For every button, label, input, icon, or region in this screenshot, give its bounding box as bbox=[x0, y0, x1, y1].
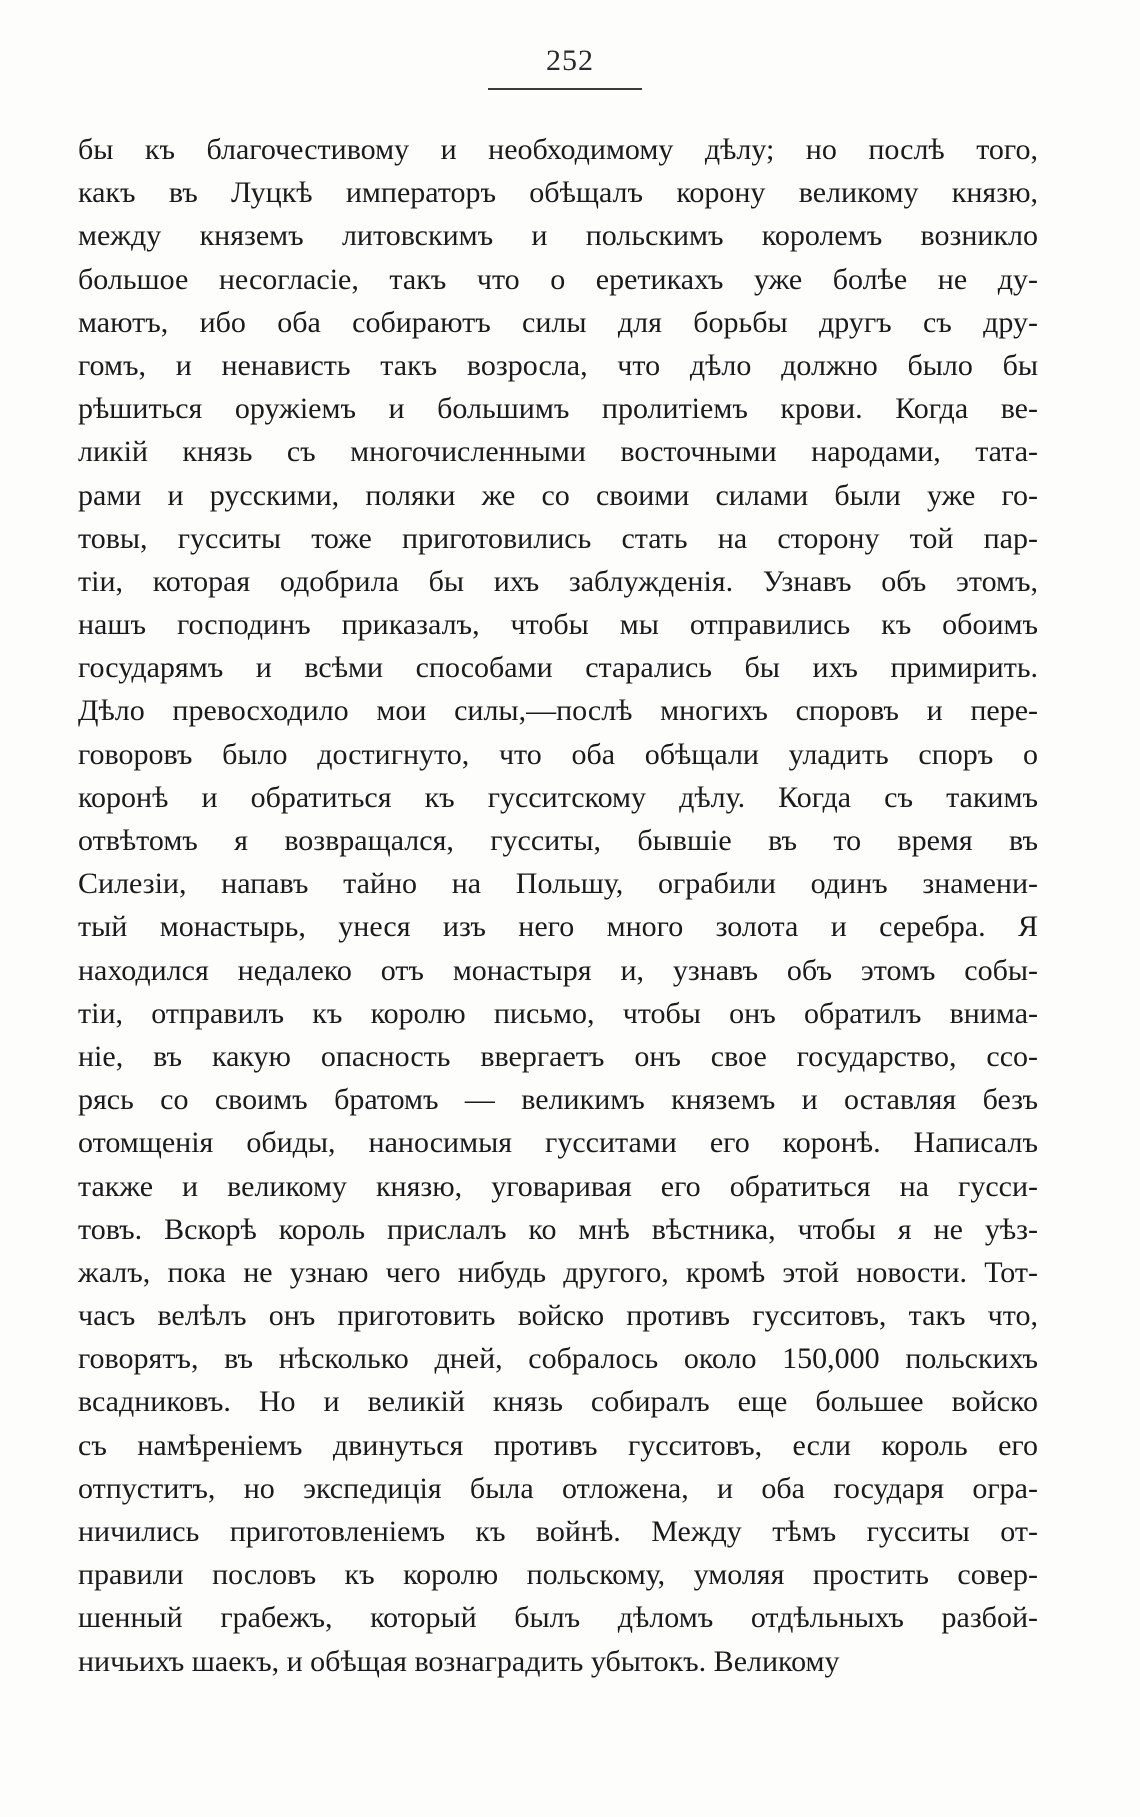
text-line: говорятъ, въ нѣсколько дней, собралось около 150,000 польскихъ bbox=[78, 1342, 1038, 1376]
text-line: отвѣтомъ я возвращался, гусситы, бывшіе въ то время въ bbox=[78, 824, 1038, 857]
text-line: товы, гусситы тоже приготовились стать на сторону той пар- bbox=[78, 521, 1038, 555]
text-line: также и великому князю, уговаривая его обратиться на гусси- bbox=[78, 1169, 1038, 1203]
text-line: говоровъ было достигнуто, что оба обѣщали уладить споръ о bbox=[78, 737, 1038, 771]
text-line: ничились приготовленіемъ къ войнѣ. Между тѣмъ гусситы от- bbox=[78, 1515, 1038, 1548]
text-line: рясь со своимъ братомъ — великимъ княземъ и оставляя безъ bbox=[78, 1083, 1038, 1117]
text-line: отпуститъ, но экспедиція была отложена, и оба государя огра- bbox=[78, 1471, 1038, 1505]
text-line: тіи, которая одобрила бы ихъ заблужденія. Узнавъ объ этомъ, bbox=[78, 564, 1038, 598]
text-line: съ намѣреніемъ двинуться противъ гусситовъ, если король его bbox=[78, 1428, 1038, 1462]
header-rule bbox=[488, 88, 642, 90]
page-number: 252 bbox=[546, 44, 594, 77]
text-line: шенный грабежъ, который былъ дѣломъ отдѣльныхъ разбой- bbox=[78, 1601, 1038, 1635]
text-line: гомъ, и ненависть такъ возросла, что дѣло должно было бы bbox=[78, 348, 1038, 382]
text-line: находился недалеко отъ монастыря и, узнавъ объ этомъ собы- bbox=[78, 953, 1038, 987]
text-line: большое несогласіе, такъ что о еретикахъ уже болѣе не ду- bbox=[78, 262, 1038, 296]
text-line: коронѣ и обратиться къ гусситскому дѣлу. Когда съ такимъ bbox=[78, 780, 1038, 814]
text-line: ніе, въ какую опасность ввергаетъ онъ свое государство, ссо- bbox=[78, 1039, 1038, 1073]
text-line: тый монастырь, унеся изъ него много золота и серебра. Я bbox=[78, 910, 1038, 944]
text-line: Дѣло превосходило мои силы,—послѣ многихъ споровъ и пере- bbox=[78, 694, 1038, 728]
text-line: бы къ благочестивому и необходимому дѣлу; но послѣ того, bbox=[78, 133, 1038, 166]
text-line: государямъ и всѣми способами старались бы ихъ примирить. bbox=[78, 651, 1038, 685]
text-line: рѣшиться оружіемъ и большимъ пролитіемъ крови. Когда ве- bbox=[78, 392, 1038, 426]
text-line: отомщенія обиды, наносимыя гусситами его коронѣ. Написалъ bbox=[78, 1126, 1038, 1160]
text-line: маютъ, ибо оба собираютъ силы для борьбы другъ съ дру- bbox=[78, 305, 1038, 339]
text-line: рами и русскими, поляки же со своими силами были уже го- bbox=[78, 478, 1038, 512]
text-line: ликій князь съ многочисленными восточными народами, тата- bbox=[78, 435, 1038, 469]
text-line: нашъ господинъ приказалъ, чтобы мы отправились къ обоимъ bbox=[78, 608, 1038, 642]
text-line: между княземъ литовскимъ и польскимъ королемъ возникло bbox=[78, 219, 1038, 253]
text-line: какъ въ Луцкѣ императоръ обѣщалъ корону великому князю, bbox=[78, 176, 1038, 210]
text-line: всадниковъ. Но и великій князь собиралъ еще большее войско bbox=[78, 1385, 1038, 1419]
text-line: правили пословъ къ королю польскому, умоляя простить совер- bbox=[78, 1558, 1038, 1592]
text-line: жалъ, пока не узнаю чего нибудь другого, кромѣ этой новости. Тот- bbox=[78, 1255, 1038, 1289]
text-line: ничьихъ шаекъ, и обѣщая вознаградить убытокъ. Великому bbox=[78, 1644, 840, 1678]
text-line: тіи, отправилъ къ королю письмо, чтобы онъ обратилъ внима- bbox=[78, 996, 1038, 1030]
text-line: Силезіи, напавъ тайно на Польшу, ограбили одинъ знамени- bbox=[78, 867, 1038, 901]
text-line: часъ велѣлъ онъ приготовить войско противъ гусситовъ, такъ что, bbox=[78, 1299, 1038, 1333]
body-text bbox=[78, 128, 1038, 1683]
text-line: товъ. Вскорѣ король прислалъ ко мнѣ вѣстника, чтобы я не уѣз- bbox=[78, 1212, 1038, 1246]
